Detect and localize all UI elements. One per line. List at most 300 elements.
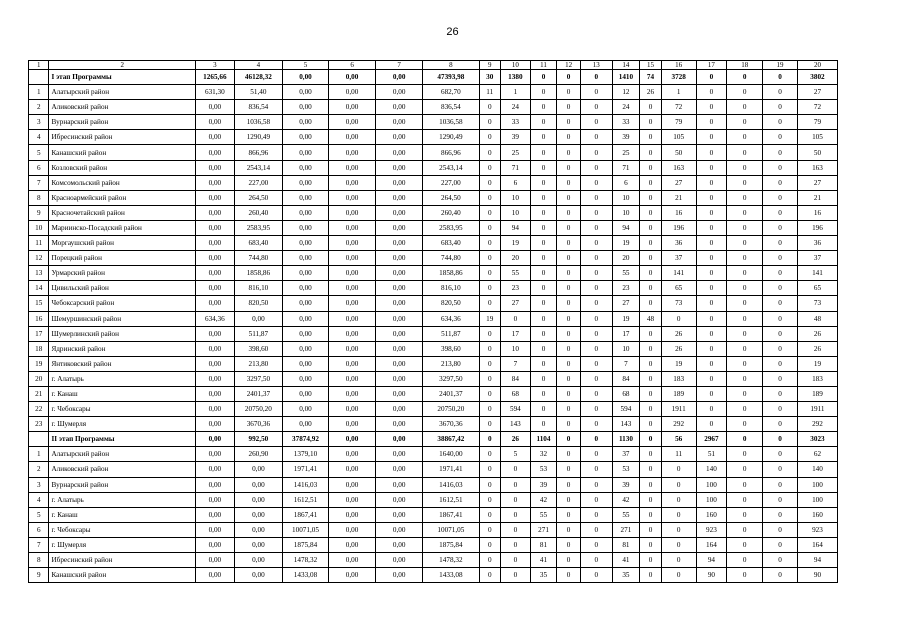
- value-cell: 0,00: [376, 85, 423, 100]
- value-cell: 0: [479, 175, 501, 190]
- value-cell: 0,00: [195, 160, 234, 175]
- value-cell: 1612,51: [423, 492, 479, 507]
- value-cell: 0: [580, 537, 612, 552]
- value-cell: 140: [797, 462, 837, 477]
- column-number-header: 1: [29, 61, 49, 70]
- value-cell: 0: [479, 205, 501, 220]
- value-cell: 1104: [530, 432, 557, 447]
- value-cell: 26: [501, 432, 531, 447]
- value-cell: 0: [557, 236, 581, 251]
- value-cell: 1036,58: [234, 115, 282, 130]
- value-cell: 12: [612, 85, 640, 100]
- value-cell: 0: [479, 553, 501, 568]
- value-cell: 0,00: [282, 85, 328, 100]
- value-cell: 0: [696, 115, 727, 130]
- value-cell: 0: [727, 205, 763, 220]
- value-cell: 41: [530, 553, 557, 568]
- value-cell: 0,00: [376, 553, 423, 568]
- value-cell: 0: [763, 311, 798, 326]
- value-cell: 0,00: [376, 462, 423, 477]
- row-index-cell: 5: [29, 507, 49, 522]
- value-cell: 0,00: [234, 477, 282, 492]
- district-name-cell: Аликовский район: [49, 462, 195, 477]
- value-cell: 0: [727, 70, 763, 85]
- value-cell: 55: [501, 266, 531, 281]
- value-cell: 0: [727, 326, 763, 341]
- value-cell: 0,00: [329, 70, 376, 85]
- value-cell: 0: [479, 115, 501, 130]
- value-cell: 1290,49: [423, 130, 479, 145]
- value-cell: 0: [580, 160, 612, 175]
- value-cell: 0: [557, 522, 581, 537]
- value-cell: 634,36: [195, 311, 234, 326]
- value-cell: 27: [612, 296, 640, 311]
- value-cell: 0: [479, 296, 501, 311]
- value-cell: 0: [763, 115, 798, 130]
- value-cell: 0: [557, 70, 581, 85]
- value-cell: 292: [661, 417, 696, 432]
- value-cell: 0: [763, 296, 798, 311]
- value-cell: 56: [661, 432, 696, 447]
- value-cell: 0: [763, 100, 798, 115]
- value-cell: 0: [580, 281, 612, 296]
- value-cell: 10: [501, 190, 531, 205]
- value-cell: 0,00: [282, 220, 328, 235]
- value-cell: 992,50: [234, 432, 282, 447]
- value-cell: 79: [797, 115, 837, 130]
- value-cell: 189: [661, 386, 696, 401]
- value-cell: 0: [727, 553, 763, 568]
- value-cell: 0,00: [195, 281, 234, 296]
- value-cell: 631,30: [195, 85, 234, 100]
- value-cell: 0: [727, 251, 763, 266]
- value-cell: 37: [612, 447, 640, 462]
- value-cell: 62: [797, 447, 837, 462]
- value-cell: 0,00: [282, 236, 328, 251]
- value-cell: 0: [557, 356, 581, 371]
- value-cell: 0,00: [329, 371, 376, 386]
- value-cell: 55: [612, 266, 640, 281]
- value-cell: 3297,50: [423, 371, 479, 386]
- district-name-cell: Чебоксарский район: [49, 296, 195, 311]
- value-cell: 634,36: [423, 311, 479, 326]
- value-cell: 0: [661, 522, 696, 537]
- value-cell: 0,00: [376, 447, 423, 462]
- value-cell: 0: [501, 492, 531, 507]
- value-cell: 0: [557, 326, 581, 341]
- value-cell: 0: [727, 145, 763, 160]
- value-cell: 1036,58: [423, 115, 479, 130]
- value-cell: 10071,05: [282, 522, 328, 537]
- value-cell: 0,00: [282, 175, 328, 190]
- value-cell: 71: [612, 160, 640, 175]
- value-cell: 0: [580, 522, 612, 537]
- value-cell: 0: [501, 568, 531, 583]
- value-cell: 143: [501, 417, 531, 432]
- value-cell: 0: [580, 236, 612, 251]
- value-cell: 42: [530, 492, 557, 507]
- value-cell: 0: [580, 100, 612, 115]
- value-cell: 0,00: [195, 100, 234, 115]
- value-cell: 39: [612, 130, 640, 145]
- value-cell: 0,00: [329, 266, 376, 281]
- value-cell: 19: [661, 356, 696, 371]
- value-cell: 183: [661, 371, 696, 386]
- value-cell: 3728: [661, 70, 696, 85]
- value-cell: 0: [763, 553, 798, 568]
- value-cell: 0,00: [195, 266, 234, 281]
- value-cell: 26: [797, 341, 837, 356]
- column-number-header: 10: [501, 61, 531, 70]
- value-cell: 0: [727, 417, 763, 432]
- value-cell: 0: [479, 190, 501, 205]
- value-cell: 866,96: [423, 145, 479, 160]
- value-cell: 0: [763, 432, 798, 447]
- value-cell: 0: [580, 145, 612, 160]
- value-cell: 27: [797, 175, 837, 190]
- value-cell: 0: [696, 281, 727, 296]
- district-name-cell: Моргаушский район: [49, 236, 195, 251]
- column-number-header: 18: [727, 61, 763, 70]
- row-index-cell: 5: [29, 145, 49, 160]
- value-cell: 0,00: [195, 462, 234, 477]
- value-cell: 0,00: [329, 175, 376, 190]
- district-name-cell: Алатырский район: [49, 85, 195, 100]
- value-cell: 0: [580, 477, 612, 492]
- district-name-cell: Шумерлинский район: [49, 326, 195, 341]
- value-cell: 0: [696, 402, 727, 417]
- value-cell: 0: [727, 371, 763, 386]
- row-index-cell: 3: [29, 115, 49, 130]
- district-name-cell: г. Шумерля: [49, 417, 195, 432]
- value-cell: 820,50: [423, 296, 479, 311]
- value-cell: 0,00: [282, 205, 328, 220]
- value-cell: 0,00: [329, 205, 376, 220]
- value-cell: 143: [612, 417, 640, 432]
- value-cell: 16: [661, 205, 696, 220]
- value-cell: 594: [501, 402, 531, 417]
- value-cell: 0: [557, 85, 581, 100]
- row-index-cell: 21: [29, 386, 49, 401]
- district-name-cell: Цивильский район: [49, 281, 195, 296]
- value-cell: 0: [640, 568, 662, 583]
- column-number-header: 7: [376, 61, 423, 70]
- table-row: [29, 553, 838, 568]
- value-cell: 0,00: [195, 522, 234, 537]
- value-cell: 0,00: [282, 296, 328, 311]
- value-cell: 17: [501, 326, 531, 341]
- table-row: [29, 568, 838, 583]
- value-cell: 46128,32: [234, 70, 282, 85]
- value-cell: 0: [530, 70, 557, 85]
- value-cell: 7: [501, 356, 531, 371]
- row-index-cell: 4: [29, 130, 49, 145]
- value-cell: 0: [640, 130, 662, 145]
- value-cell: 923: [696, 522, 727, 537]
- value-cell: 27: [797, 85, 837, 100]
- value-cell: 0: [580, 507, 612, 522]
- value-cell: 0: [763, 281, 798, 296]
- table-row: [29, 190, 838, 205]
- value-cell: 0: [557, 311, 581, 326]
- row-index-cell: 6: [29, 160, 49, 175]
- value-cell: 0: [661, 537, 696, 552]
- table-row: [29, 205, 838, 220]
- table-row: [29, 251, 838, 266]
- value-cell: 0: [557, 160, 581, 175]
- value-cell: 0,00: [376, 220, 423, 235]
- value-cell: 0: [557, 537, 581, 552]
- value-cell: 48: [797, 311, 837, 326]
- value-cell: 141: [797, 266, 837, 281]
- value-cell: 10: [612, 341, 640, 356]
- value-cell: 0: [763, 160, 798, 175]
- value-cell: 1265,66: [195, 70, 234, 85]
- value-cell: 0,00: [376, 251, 423, 266]
- value-cell: 0,00: [234, 553, 282, 568]
- value-cell: 0: [763, 175, 798, 190]
- value-cell: 2543,14: [234, 160, 282, 175]
- value-cell: 0: [557, 190, 581, 205]
- value-cell: 11: [479, 85, 501, 100]
- value-cell: 1971,41: [423, 462, 479, 477]
- value-cell: 37: [661, 251, 696, 266]
- table-row: [29, 356, 838, 371]
- value-cell: 68: [501, 386, 531, 401]
- row-index-cell: 19: [29, 356, 49, 371]
- value-cell: 0,00: [282, 417, 328, 432]
- value-cell: 0: [696, 175, 727, 190]
- value-cell: 1640,00: [423, 447, 479, 462]
- row-index-cell: 6: [29, 522, 49, 537]
- value-cell: 68: [612, 386, 640, 401]
- value-cell: 0,00: [282, 145, 328, 160]
- value-cell: 0,00: [282, 341, 328, 356]
- column-number-header: 9: [479, 61, 501, 70]
- value-cell: 16: [797, 205, 837, 220]
- value-cell: 0,00: [195, 220, 234, 235]
- value-cell: 0: [580, 85, 612, 100]
- value-cell: 0: [479, 462, 501, 477]
- value-cell: 0,00: [329, 130, 376, 145]
- value-cell: 189: [797, 386, 837, 401]
- value-cell: 0: [640, 402, 662, 417]
- value-cell: 0,00: [329, 553, 376, 568]
- value-cell: 398,60: [234, 341, 282, 356]
- value-cell: 72: [661, 100, 696, 115]
- value-cell: 264,50: [423, 190, 479, 205]
- value-cell: 0,00: [376, 205, 423, 220]
- value-cell: 0: [557, 568, 581, 583]
- value-cell: 0: [479, 220, 501, 235]
- value-cell: 0: [530, 341, 557, 356]
- value-cell: 0,00: [376, 326, 423, 341]
- row-index-cell: 17: [29, 326, 49, 341]
- value-cell: 0: [479, 371, 501, 386]
- value-cell: 0,00: [376, 160, 423, 175]
- district-name-cell: Урмарский район: [49, 266, 195, 281]
- value-cell: 0: [640, 190, 662, 205]
- value-cell: 21: [797, 190, 837, 205]
- value-cell: 0: [727, 190, 763, 205]
- value-cell: 0: [580, 386, 612, 401]
- value-cell: 0: [479, 402, 501, 417]
- value-cell: 24: [501, 100, 531, 115]
- value-cell: 0,00: [282, 115, 328, 130]
- value-cell: 37874,92: [282, 432, 328, 447]
- value-cell: 0,00: [195, 447, 234, 462]
- value-cell: 0: [530, 100, 557, 115]
- value-cell: 35: [612, 568, 640, 583]
- district-name-cell: г. Канаш: [49, 386, 195, 401]
- value-cell: 816,10: [234, 281, 282, 296]
- value-cell: 0: [727, 522, 763, 537]
- value-cell: 0: [530, 326, 557, 341]
- value-cell: 0: [530, 281, 557, 296]
- value-cell: 0: [557, 432, 581, 447]
- value-cell: 0: [557, 477, 581, 492]
- value-cell: 0: [727, 462, 763, 477]
- value-cell: 0: [727, 356, 763, 371]
- value-cell: 2583,95: [423, 220, 479, 235]
- row-index-cell: 9: [29, 205, 49, 220]
- value-cell: 0: [501, 537, 531, 552]
- value-cell: 0: [557, 553, 581, 568]
- value-cell: 0,00: [234, 568, 282, 583]
- value-cell: 0,00: [282, 371, 328, 386]
- value-cell: 0,00: [376, 507, 423, 522]
- value-cell: 21: [661, 190, 696, 205]
- table-row: [29, 417, 838, 432]
- value-cell: 0: [661, 462, 696, 477]
- value-cell: 0: [580, 296, 612, 311]
- value-cell: 0: [580, 251, 612, 266]
- value-cell: 0: [696, 251, 727, 266]
- column-number-header: 16: [661, 61, 696, 70]
- stage-total-row: [29, 70, 838, 85]
- value-cell: 36: [797, 236, 837, 251]
- value-cell: 0,00: [376, 236, 423, 251]
- value-cell: 213,80: [423, 356, 479, 371]
- table-row: [29, 447, 838, 462]
- value-cell: 0,00: [195, 115, 234, 130]
- value-cell: 0: [640, 462, 662, 477]
- value-cell: 0: [727, 175, 763, 190]
- district-name-cell: Красночетайский район: [49, 205, 195, 220]
- value-cell: 0: [530, 266, 557, 281]
- column-number-header: 6: [329, 61, 376, 70]
- value-cell: 0: [727, 386, 763, 401]
- table-row: [29, 311, 838, 326]
- district-name-cell: Мариинско-Посадский район: [49, 220, 195, 235]
- value-cell: 0: [763, 492, 798, 507]
- table-row: [29, 281, 838, 296]
- value-cell: 0,00: [376, 100, 423, 115]
- value-cell: 271: [530, 522, 557, 537]
- row-index-cell: 7: [29, 537, 49, 552]
- row-index-cell: 14: [29, 281, 49, 296]
- value-cell: 160: [696, 507, 727, 522]
- value-cell: 0,00: [282, 190, 328, 205]
- value-cell: 0: [640, 251, 662, 266]
- value-cell: 0,00: [376, 70, 423, 85]
- value-cell: 0,00: [234, 492, 282, 507]
- value-cell: 0: [640, 356, 662, 371]
- value-cell: 10: [501, 205, 531, 220]
- value-cell: 260,40: [423, 205, 479, 220]
- value-cell: 0: [640, 537, 662, 552]
- value-cell: 0,00: [282, 160, 328, 175]
- value-cell: 0: [763, 371, 798, 386]
- value-cell: 0: [479, 537, 501, 552]
- value-cell: 271: [612, 522, 640, 537]
- value-cell: 0: [479, 145, 501, 160]
- value-cell: 141: [661, 266, 696, 281]
- value-cell: 0: [727, 568, 763, 583]
- value-cell: 0,00: [282, 251, 328, 266]
- value-cell: 0: [530, 251, 557, 266]
- value-cell: 0: [763, 507, 798, 522]
- value-cell: 0,00: [376, 386, 423, 401]
- value-cell: 0: [530, 145, 557, 160]
- value-cell: 0,00: [376, 341, 423, 356]
- value-cell: 0: [479, 386, 501, 401]
- value-cell: 0: [763, 522, 798, 537]
- value-cell: 1612,51: [282, 492, 328, 507]
- value-cell: 1130: [612, 432, 640, 447]
- value-cell: 164: [696, 537, 727, 552]
- value-cell: 20750,20: [234, 402, 282, 417]
- value-cell: 0: [727, 85, 763, 100]
- value-cell: 0: [640, 281, 662, 296]
- table-row: [29, 115, 838, 130]
- value-cell: 0: [727, 100, 763, 115]
- value-cell: 0,00: [329, 537, 376, 552]
- value-cell: 50: [797, 145, 837, 160]
- value-cell: 1433,08: [423, 568, 479, 583]
- value-cell: 0: [530, 205, 557, 220]
- value-cell: 163: [661, 160, 696, 175]
- value-cell: 0,00: [376, 522, 423, 537]
- program-table: [28, 60, 838, 583]
- value-cell: 1478,32: [282, 553, 328, 568]
- value-cell: 0,00: [376, 175, 423, 190]
- value-cell: 1867,41: [282, 507, 328, 522]
- value-cell: 0,00: [195, 205, 234, 220]
- value-cell: 0: [479, 130, 501, 145]
- row-index-cell: 2: [29, 100, 49, 115]
- value-cell: 26: [661, 326, 696, 341]
- value-cell: 0,00: [195, 236, 234, 251]
- value-cell: 0: [501, 462, 531, 477]
- value-cell: 0,00: [195, 356, 234, 371]
- value-cell: 0,00: [195, 537, 234, 552]
- value-cell: 0: [640, 236, 662, 251]
- value-cell: 0: [763, 145, 798, 160]
- value-cell: 79: [661, 115, 696, 130]
- column-number-header: 14: [612, 61, 640, 70]
- table-row: [29, 477, 838, 492]
- value-cell: 0,00: [329, 281, 376, 296]
- value-cell: 1911: [661, 402, 696, 417]
- value-cell: 0: [557, 130, 581, 145]
- value-cell: 0: [763, 341, 798, 356]
- value-cell: 227,00: [423, 175, 479, 190]
- value-cell: 5: [501, 447, 531, 462]
- district-name-cell: г. Чебоксары: [49, 402, 195, 417]
- value-cell: 1410: [612, 70, 640, 85]
- value-cell: 25: [501, 145, 531, 160]
